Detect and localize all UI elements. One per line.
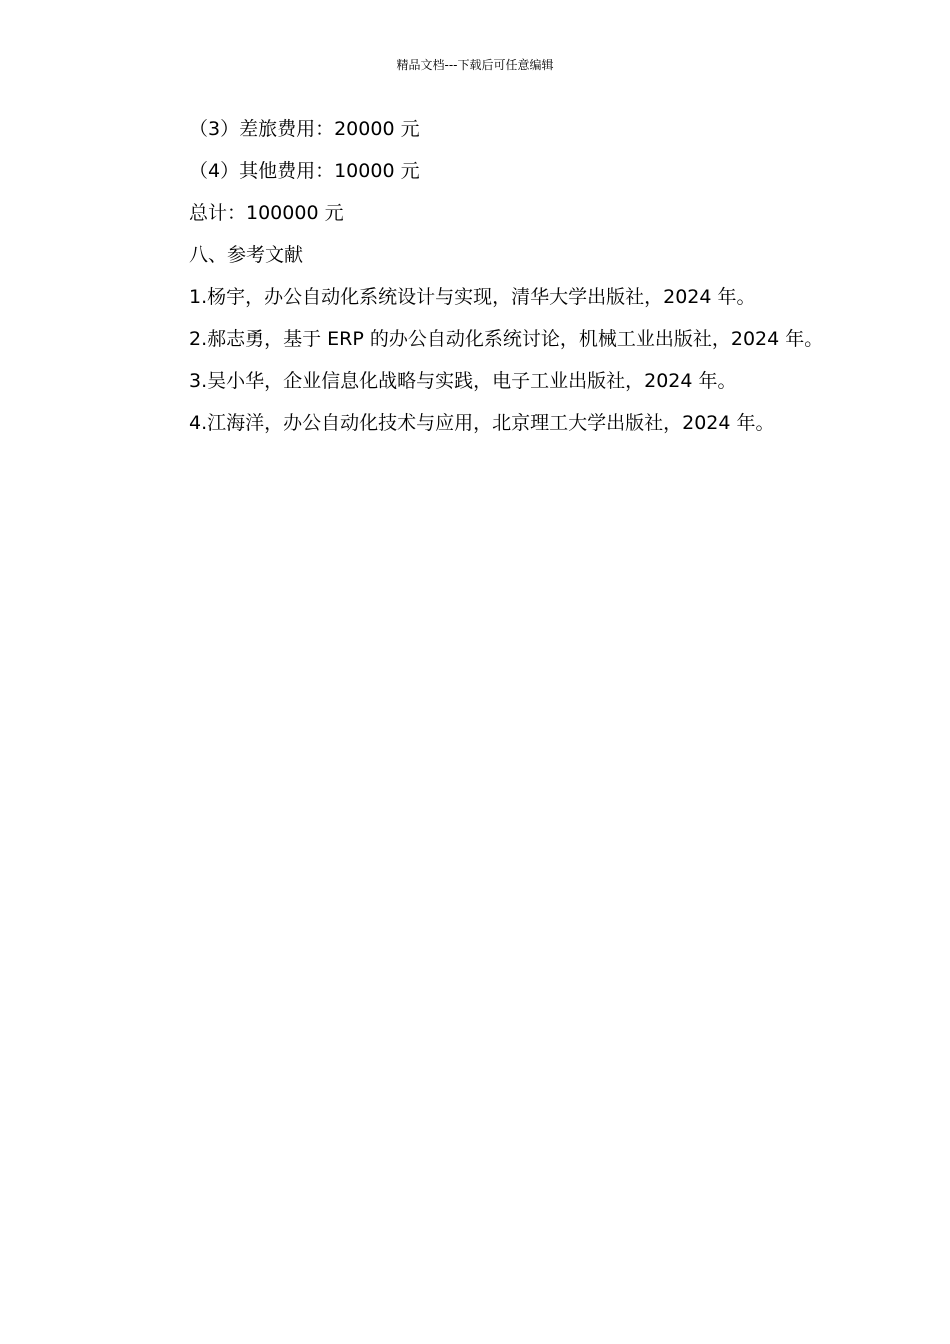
page-header: 精品文档---下载后可任意编辑 bbox=[396, 58, 554, 72]
reference-item-1: 1.杨宇，办公自动化系统设计与实现，清华大学出版社，2024 年。 bbox=[189, 286, 756, 308]
budget-total: 总计：100000 元 bbox=[189, 202, 344, 224]
reference-item-4: 4.江海洋，办公自动化技术与应用，北京理工大学出版社，2024 年。 bbox=[189, 412, 775, 434]
budget-other-expense: （4）其他费用：10000 元 bbox=[189, 160, 420, 182]
reference-item-3: 3.吴小华，企业信息化战略与实践，电子工业出版社，2024 年。 bbox=[189, 370, 737, 392]
budget-travel-expense: （3）差旅费用：20000 元 bbox=[189, 118, 420, 140]
document-body bbox=[144, 116, 824, 452]
references-heading: 八、参考文献 bbox=[189, 244, 304, 266]
reference-item-2: 2.郝志勇，基于 ERP 的办公自动化系统讨论，机械工业出版社，2024 年。 bbox=[189, 328, 824, 350]
